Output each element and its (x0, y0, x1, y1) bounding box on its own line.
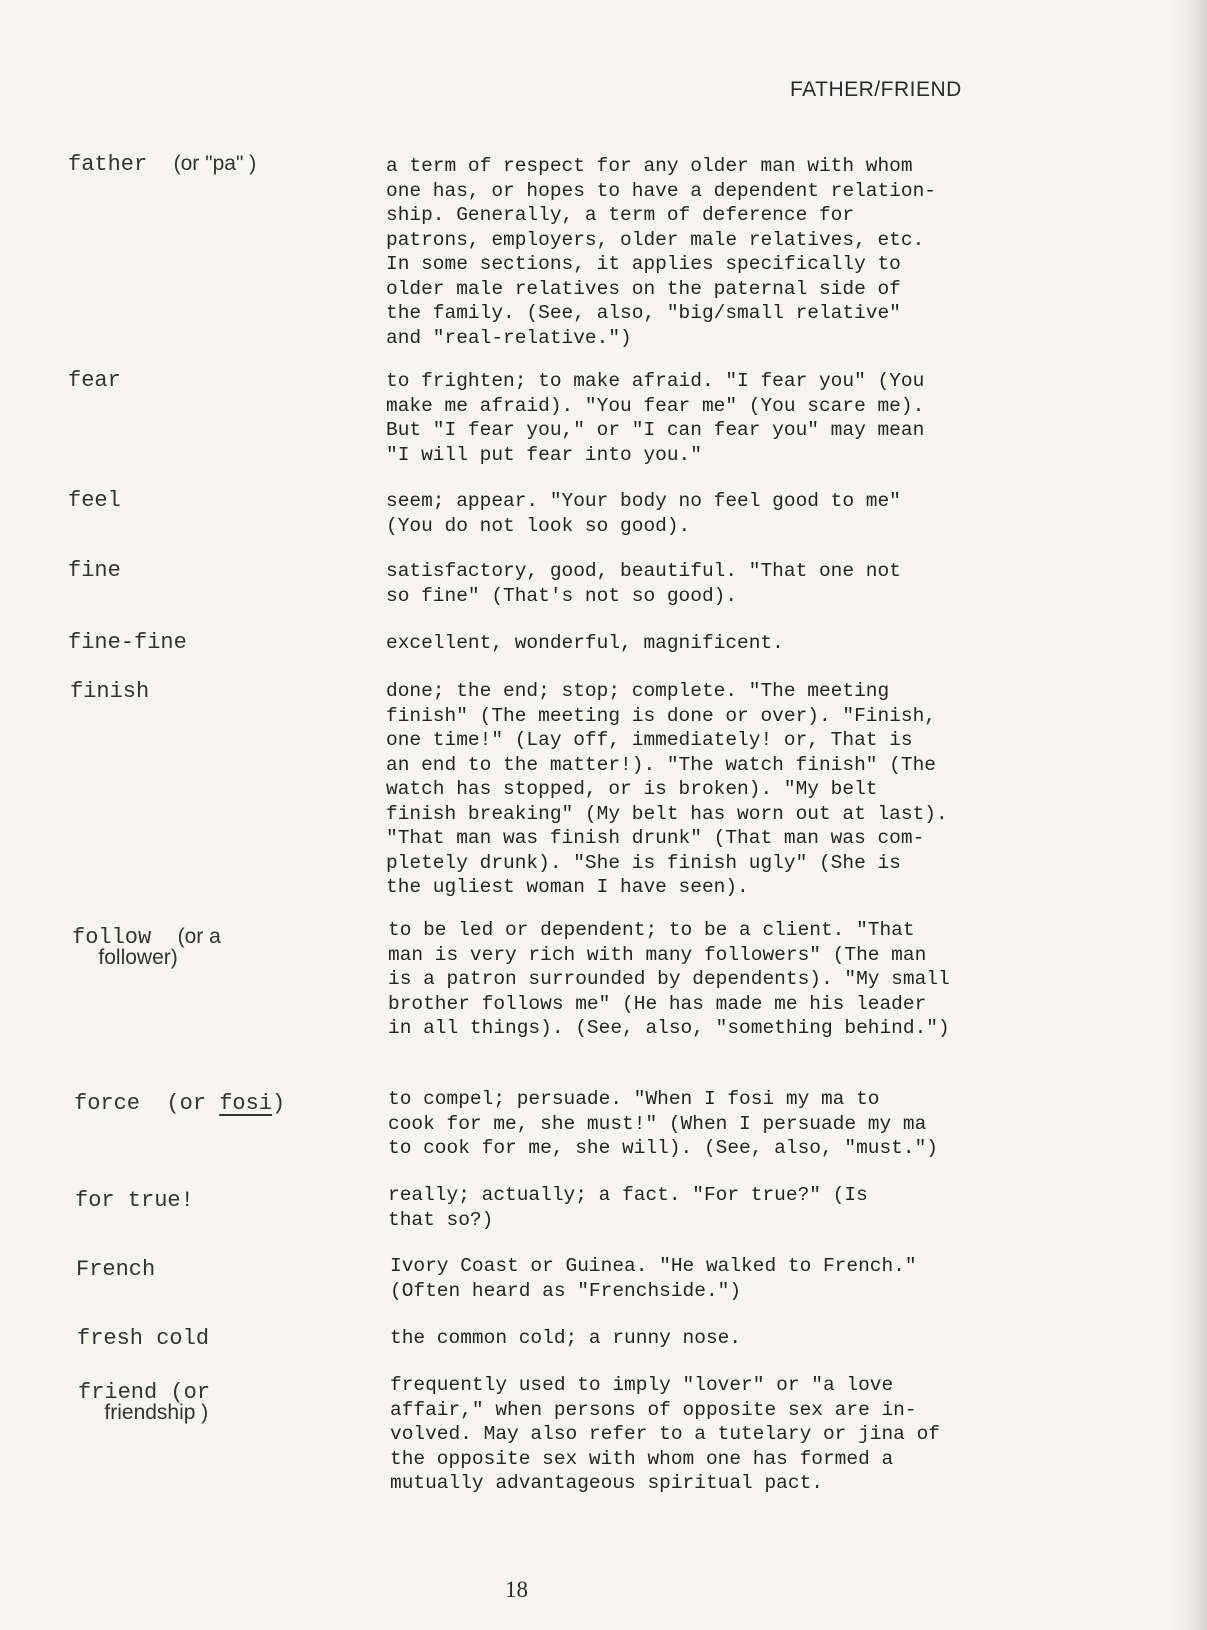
running-header: FATHER/FRIEND (790, 78, 962, 101)
entry-term-fine: fine (68, 558, 121, 583)
page-number: 18 (505, 1577, 528, 1602)
entry-term-fear: fear (68, 368, 121, 393)
entry-definition-friend: frequently used to imply "lover" or "a love affair," when persons of opposite sex are in- volved. May also refer to a tutelary or jina of the opposite sex with whom one has formed a mutually advantageous spiritual pact. (390, 1374, 940, 1494)
entry-term-follow: follow (or a follower) (72, 925, 221, 969)
entry-term-feel: feel (68, 488, 121, 513)
entry-definition-father: a term of respect for any older man with whom one has, or hopes to have a dependent relation- ship. Generally, a term of deference for patrons, employers, older male relatives, etc. In some sections, it applies specifically to older male relatives on the paternal side of the family. (See, also, "big/small relative" and "real-relative.") (386, 155, 936, 349)
entry-term-finish: finish (70, 679, 150, 704)
entry-term-for-true: for true! (75, 1188, 194, 1213)
entry-term-father: father (or "pa" ) (68, 152, 257, 177)
entry-definition-follow: to be led or dependent; to be a client. "That man is very rich with many followers" (The man is a patron surrounded by dependents). "My small brother follows me" (He has made me his leader in all things). (See, also, "something behind.") (388, 919, 950, 1039)
entry-term-friend: friend (or friendship ) (78, 1380, 211, 1424)
entry-definition-fresh-cold: the common cold; a runny nose. (390, 1327, 742, 1349)
entry-term-fresh-cold: fresh cold (77, 1326, 210, 1351)
entry-term-fine-fine: fine-fine (68, 630, 187, 655)
page-edge-shadow (1171, 0, 1207, 1630)
entry-definition-force: to compel; persuade. "When I fosi my ma to cook for me, she must!" (When I persuade my ma to cook for me, she will). (See, also, "must.") (388, 1088, 938, 1159)
entry-term-force: force (or fosi) (74, 1091, 286, 1116)
entry-definition-fine: satisfactory, good, beautiful. "That one not so fine" (That's not so good). (386, 560, 901, 607)
entry-definition-french: Ivory Coast or Guinea. "He walked to French." (Often heard as "Frenchside.") (390, 1255, 917, 1302)
entry-definition-feel: seem; appear. "Your body no feel good to me" (You do not look so good). (386, 490, 901, 537)
entry-definition-fine-fine: excellent, wonderful, magnificent. (386, 632, 784, 654)
entry-definition-finish: done; the end; stop; complete. "The meeting finish" (The meeting is done or over). "Finish, one time!" (Lay off, immediately! or, That is an end to the matter!). "The watch finish" (The watch has stopped, or is broken). "My belt finish breaking" (My belt has worn out at last). "That man was finish drunk" (That man was com- pletely drunk). "She is finish ugly" (She is the ugliest woman I have seen). (386, 680, 948, 898)
entry-definition-for-true: really; actually; a fact. "For true?" (Is that so?) (388, 1184, 868, 1231)
entry-term-french: French (76, 1257, 156, 1282)
entry-definition-fear: to frighten; to make afraid. "I fear you" (You make me afraid). "You fear me" (You scare me). But "I fear you," or "I can fear you" may mean "I will put fear into you." (386, 370, 925, 466)
